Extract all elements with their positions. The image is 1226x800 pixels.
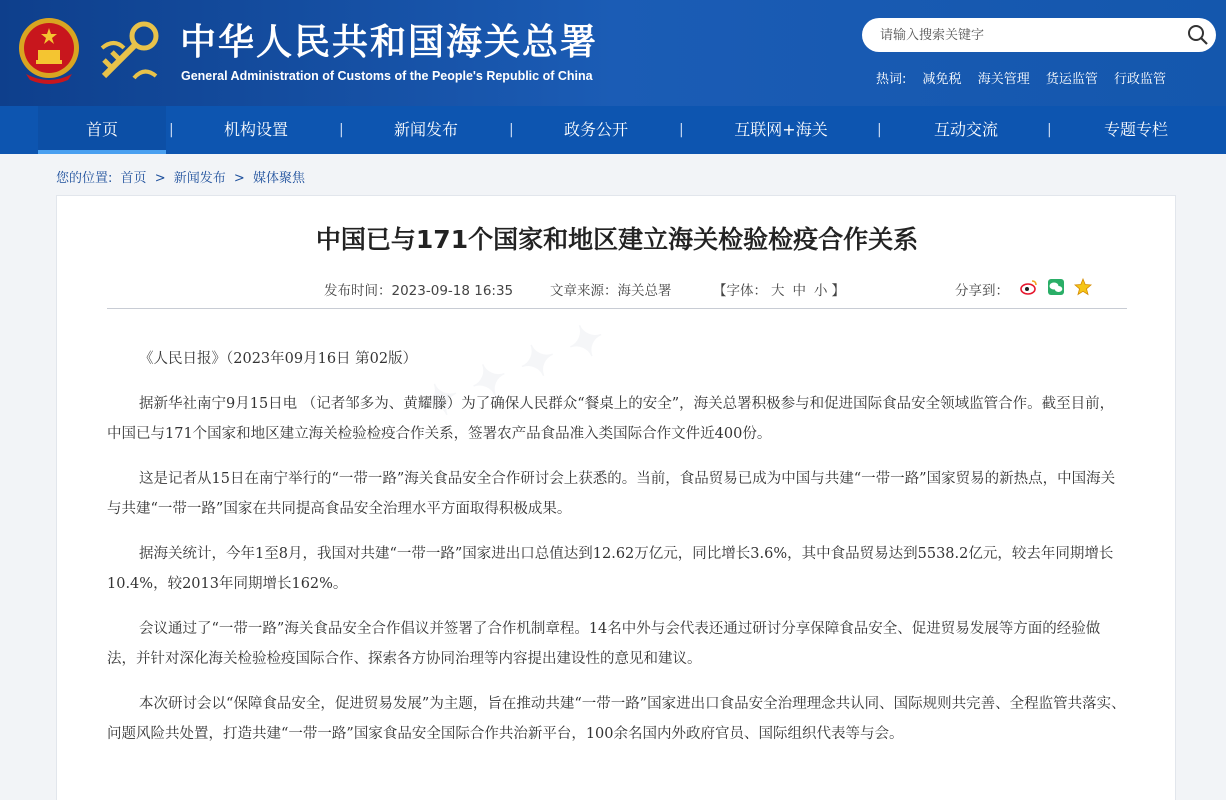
nav-item-special-topics[interactable]: 专题专栏 — [1103, 120, 1168, 139]
article-source: 文章来源：海关总署 — [550, 283, 672, 299]
article-title: 中国已与171个国家和地区建立海关检验检疫合作关系 — [315, 225, 919, 254]
article-paragraph: 据海关统计，今年1至8月，我国对共建“一带一路”国家进出口总值达到12.62万亿元，同比增长3.6%，其中食品贸易达到5538.2亿元，较去年同期增长10.4%，较2013年同期增长162%。 — [107, 546, 1114, 592]
article-paragraph: 据新华社南宁9月15日电 （记者邹多为、黄耀滕）为了确保人民群众“餐桌上的安全”，海关总署积极参与和促进国际食品安全领域监管合作。截至目前，中国已与171个国家和地区建立海关检验检疫合作关系，签署农产品食品准入类国际合作文件近400份。 — [107, 396, 1115, 442]
article-card — [56, 195, 1176, 800]
hot-words — [876, 68, 1178, 87]
search-box — [862, 18, 1216, 52]
breadcrumb — [56, 167, 309, 186]
breadcrumb-separator: > — [154, 171, 166, 186]
nav-separator: | — [339, 122, 344, 138]
hot-word-link[interactable]: 减免税 — [922, 72, 962, 87]
nav-item-internet-customs[interactable]: 互联网+海关 — [734, 120, 828, 139]
hot-words-label: 热词: — [876, 72, 907, 87]
nav-separator: | — [1047, 122, 1052, 138]
nav-item-interaction[interactable]: 互动交流 — [933, 120, 998, 139]
breadcrumb-item-news[interactable]: 新闻发布 — [173, 171, 226, 186]
watermark-decoration: ✦ ✦ ✦ ✦ — [414, 311, 613, 432]
wechat-icon[interactable] — [1047, 278, 1065, 296]
font-size-large[interactable]: 大 — [771, 283, 785, 299]
share-label: 分享到： — [955, 283, 1009, 299]
nav-separator: | — [679, 122, 684, 138]
article-paragraph: 本次研讨会以“保障食品安全，促进贸易发展”为主题，旨在推动共建“一带一路”国家进出口食品安全治理理念共认同、国际规则共完善、全程监管共落实、问题风险共处置，打造共建“一带一路”国家食品安全国际合作共治新平台，100余名国内外政府官员、国际组织代表等与会。 — [107, 696, 1126, 742]
title-divider — [107, 308, 1127, 309]
hot-word-link[interactable]: 海关管理 — [977, 72, 1030, 87]
breadcrumb-label: 您的位置: — [56, 171, 113, 186]
site-subtitle: General Administration of Customs of the People's Republic of China — [181, 69, 593, 83]
nav-item-news[interactable]: 新闻发布 — [393, 120, 458, 139]
search-icon[interactable] — [1186, 23, 1210, 47]
font-size-close: 】 — [831, 283, 845, 299]
font-size-label: 【字体： — [713, 283, 767, 299]
font-size-control — [713, 279, 845, 299]
customs-logo-icon — [94, 18, 164, 88]
nav-item-organization[interactable]: 机构设置 — [223, 120, 288, 139]
article-paragraph: 《人民日报》（2023年09月16日 第02版） — [139, 351, 418, 367]
favorite-icon[interactable] — [1074, 278, 1092, 296]
font-size-small[interactable]: 小 — [814, 283, 828, 299]
hot-word-link[interactable]: 行政监管 — [1114, 72, 1167, 87]
site-header — [0, 0, 1226, 106]
nav-separator: | — [877, 122, 882, 138]
hot-word-link[interactable]: 货运监管 — [1045, 72, 1098, 87]
article-paragraph: 会议通过了“一带一路”海关食品安全合作倡议并签署了合作机制章程。14名中外与会代表还通过研讨分享保障食品安全、促进贸易发展等方面的经验做法，并针对深化海关检验检疫国际合作、探索各方协同治理等内容提出建设性的意见和建议。 — [107, 621, 1101, 667]
site-title[interactable]: 中华人民共和国海关总署 — [180, 21, 599, 63]
search-input[interactable] — [880, 18, 1180, 52]
weibo-icon[interactable] — [1020, 278, 1038, 296]
font-size-medium[interactable]: 中 — [792, 283, 806, 299]
breadcrumb-item-home[interactable]: 首页 — [120, 171, 147, 186]
nav-item-home[interactable]: 首页 — [38, 106, 166, 154]
article-paragraph: 这是记者从15日在南宁举行的“一带一路”海关食品安全合作研讨会上获悉的。当前，食品贸易已成为中国与共建“一带一路”国家贸易的新热点，中国海关与共建“一带一路”国家在共同提高食品安全治理水平方面取得积极成果。 — [107, 471, 1116, 517]
breadcrumb-item-media-focus[interactable]: 媒体聚焦 — [252, 171, 305, 186]
breadcrumb-separator: > — [233, 171, 245, 186]
nav-separator: | — [169, 122, 174, 138]
main-nav — [0, 106, 1226, 154]
publish-time: 发布时间：2023-09-18 16:35 — [324, 283, 514, 299]
national-emblem-icon — [16, 14, 82, 86]
nav-separator: | — [509, 122, 514, 138]
nav-item-government-affairs[interactable]: 政务公开 — [563, 120, 628, 139]
